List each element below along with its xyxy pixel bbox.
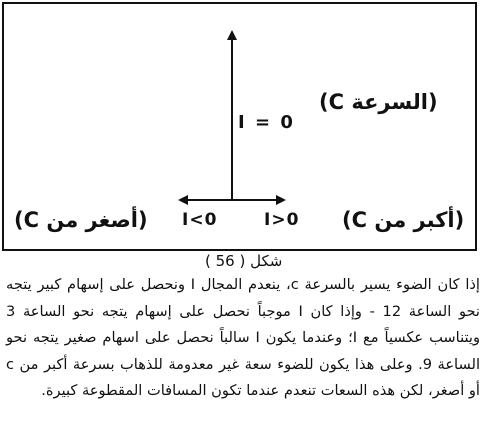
figure-frame [2,2,477,251]
body-paragraph: إذا كان الضوء يسير بالسرعة c، ينعدم المجال I ونحصل على إسهام كبير يتجه نحو الساعة 12 - وإذا كان I موجباً نحصل على إسهام يتجه نحو الساعة 3 ويتناسب عكسياً مع I؛ وعندما يكون I سالباً نحصل على اسهام صغير يتجه نحو الساعة 9. وعلى هذا يكون للضوء سعة غير معدومة للذهاب بسرعة أكبر من c أو أصغر، لكن هذه السعات تنعدم عندما تكون المسافات المقطوعة كبيرة. [6,276,481,400]
label-less-than-c: (أصغر من C) [14,208,148,232]
label-greater-than-c: (أكبر من C) [342,208,465,232]
label-i-equals-zero: I = 0 [238,112,295,133]
figure-caption: شكل ( 56 ) [205,252,283,270]
label-i-negative: I<0 [182,210,218,230]
label-i-positive: I>0 [264,210,300,230]
label-speed-c: (السرعة C) [319,90,438,114]
